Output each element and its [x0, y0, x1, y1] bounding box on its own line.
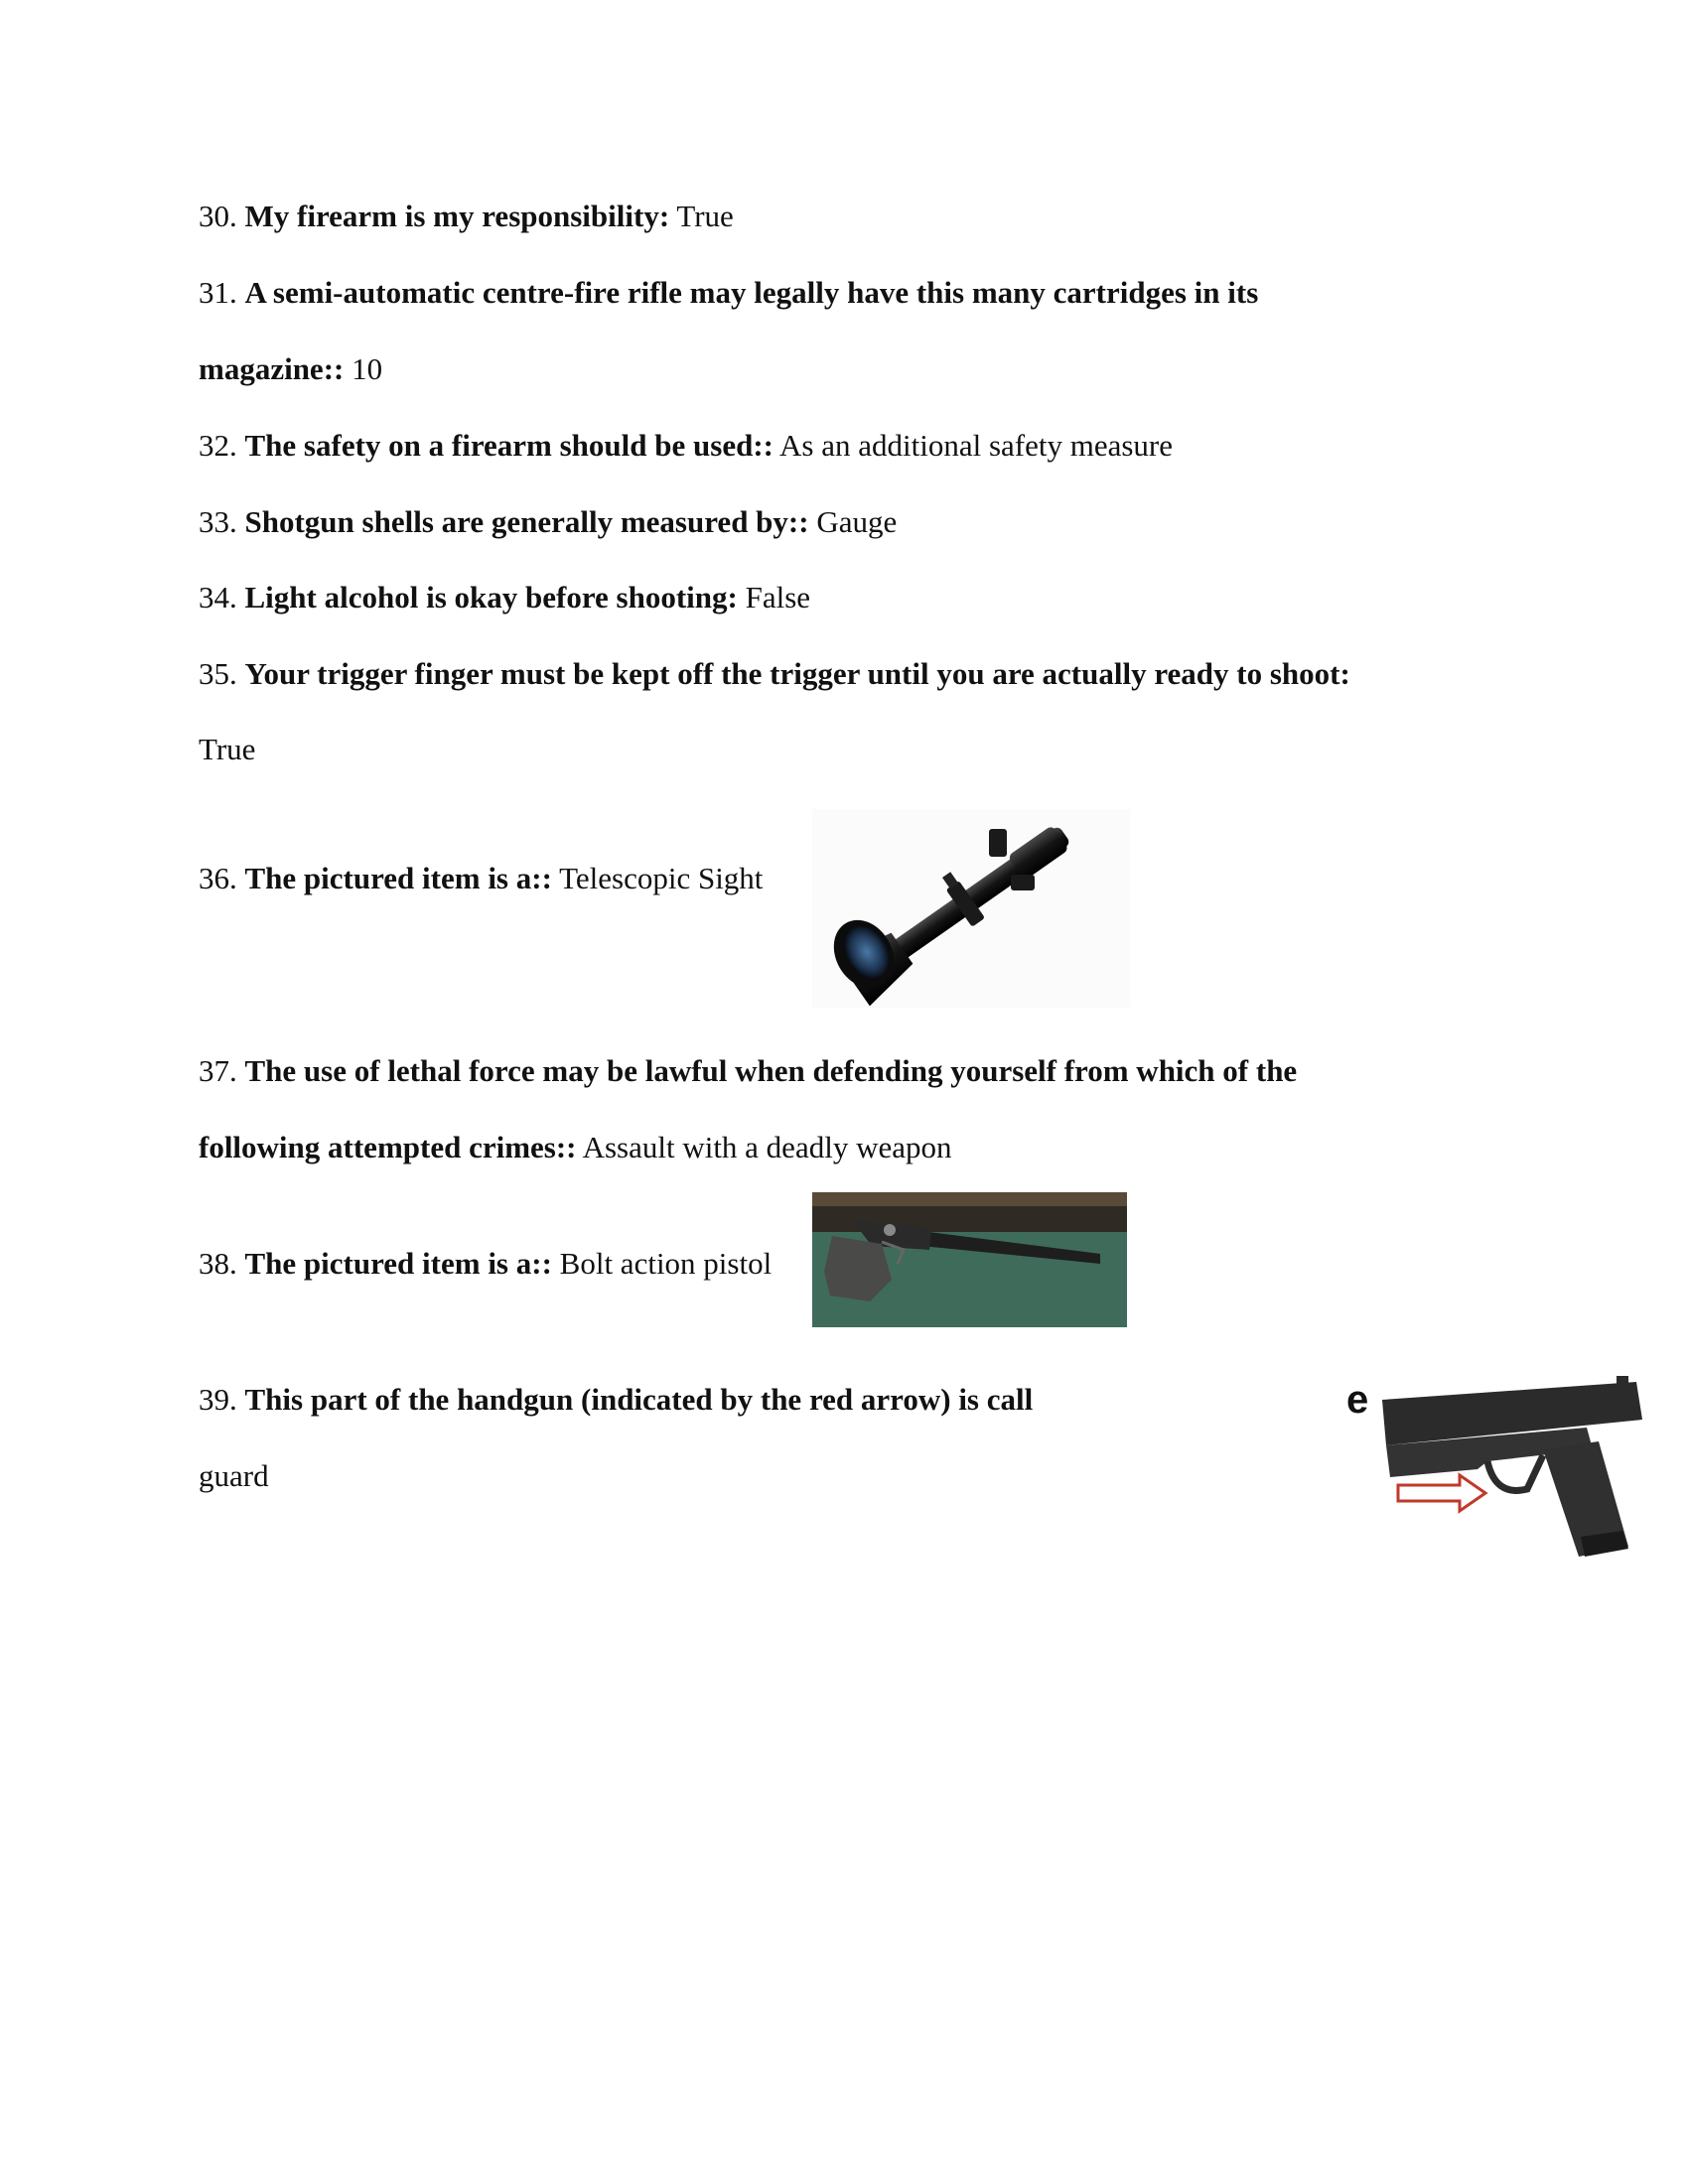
- question-30: [199, 197, 734, 236]
- question-34: [199, 578, 810, 617]
- answer-text: guard: [199, 1458, 269, 1493]
- answer-text: Assault with a deadly weapon: [582, 1130, 952, 1164]
- answer-text: 10: [352, 351, 383, 386]
- answer-text: As an additional safety measure: [779, 428, 1173, 463]
- question-39-answer: [199, 1456, 269, 1496]
- question-text: The use of lethal force may be lawful when defending yourself from which of the: [244, 1053, 1298, 1088]
- answer-text: True: [676, 199, 734, 233]
- answer-text: Bolt action pistol: [559, 1246, 773, 1281]
- answer-text: Telescopic Sight: [559, 861, 764, 895]
- question-number: 33.: [199, 504, 237, 539]
- question-text: Light alcohol is okay before shooting:: [244, 580, 738, 614]
- question-31-continued: [199, 349, 382, 389]
- question-text: This part of the handgun (indicated by the red arrow) is call: [244, 1382, 1034, 1417]
- question-text: Shotgun shells are generally measured by::: [244, 504, 809, 539]
- question-37: [199, 1051, 1297, 1091]
- telescopic-sight-image: [812, 809, 1130, 1008]
- question-text: My firearm is my responsibility:: [244, 199, 670, 233]
- bolt-action-pistol-icon: [812, 1192, 1127, 1327]
- question-number: 38.: [199, 1246, 237, 1281]
- question-number: 31.: [199, 275, 237, 310]
- question-number: 32.: [199, 428, 237, 463]
- question-number: 39.: [199, 1382, 237, 1417]
- question-39: [199, 1380, 1033, 1420]
- question-text: The pictured item is a::: [244, 1246, 552, 1281]
- question-text: A semi-automatic centre-fire rifle may legally have this many cartridges in its: [244, 275, 1259, 310]
- handgun-image: [1368, 1370, 1654, 1569]
- question-36: [199, 859, 763, 898]
- stray-text: e: [1346, 1378, 1369, 1422]
- handgun-icon: [1368, 1370, 1654, 1569]
- question-text: The pictured item is a::: [244, 861, 552, 895]
- question-number: 30.: [199, 199, 237, 233]
- question-number: 35.: [199, 656, 237, 691]
- question-31: [199, 273, 1258, 313]
- question-37-continued: [199, 1128, 951, 1167]
- answer-text: False: [745, 580, 811, 614]
- question-text: Your trigger finger must be kept off the trigger until you are actually ready to shoot:: [244, 656, 1350, 691]
- bolt-action-pistol-image: [812, 1192, 1127, 1327]
- question-number: 34.: [199, 580, 237, 614]
- question-33: [199, 502, 897, 542]
- question-32: [199, 426, 1173, 466]
- answer-text: Gauge: [816, 504, 898, 539]
- answer-text: True: [199, 732, 256, 766]
- question-38: [199, 1244, 772, 1284]
- question-text: following attempted crimes::: [199, 1130, 577, 1164]
- telescopic-sight-icon: [812, 809, 1130, 1008]
- question-number: 37.: [199, 1053, 237, 1088]
- question-number: 36.: [199, 861, 237, 895]
- question-35-answer: [199, 730, 255, 769]
- question-text: The safety on a firearm should be used::: [244, 428, 774, 463]
- question-text: magazine::: [199, 351, 345, 386]
- question-35: [199, 654, 1350, 694]
